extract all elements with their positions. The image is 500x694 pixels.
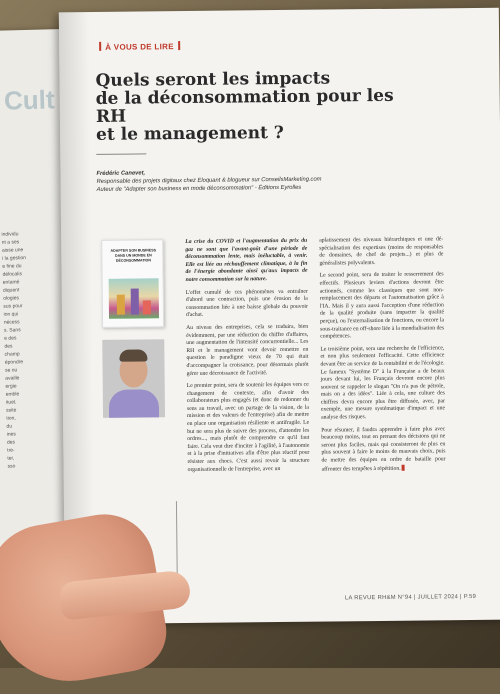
section-tag (95, 41, 184, 52)
book-cover-title: ADAPTER SON BUSINESS DANS UN MONDE EN DÉCONSOMMATION (110, 248, 157, 263)
previous-page-line: sso (7, 463, 16, 470)
previous-page-line: des (4, 343, 13, 350)
article-paragraph: Le premier point, sera de soutenir les équipes vers ce changement de contexte, afin d'avoir des collaborateurs plus engagés (et donc de redonner du sens au travail, avec un partage de la vision, de la mission et des valeurs de l'entreprise) afin de mettre en place une organisation résiliente et antifragile. Le but ne sera plus de suivre des process, d'attendre les ordres..., mais plutôt de comprendre ce qu'il faut faire. Cela veut dire d'inciter à l'agilité, à l'autonomie et à la prise d'initiatives afin d'être plus réactif pour résister aux chocs. C'est aussi revoir la structure organisationnelle de l'entreprise, avec un (186, 381, 310, 473)
previous-page-line: tion, (6, 415, 16, 422)
previous-page-line: ologies (3, 295, 20, 302)
previous-page-line: ssite (6, 407, 17, 414)
author-role: Responsable des projets digitaux chez Eloquant & blogueur sur ConseilsMarketing.com (96, 176, 322, 185)
previous-page-line: e des (4, 335, 17, 342)
previous-page-line: nt a ses (1, 239, 20, 246)
article-column-2 (319, 236, 446, 479)
previous-page-line: ion qui (3, 311, 19, 318)
previous-page-line: diquent (2, 287, 20, 294)
previous-page-line: ter, (7, 455, 15, 462)
title-line-3: et le management ? (95, 122, 284, 145)
previous-page-line: aisse une (1, 247, 24, 254)
previous-page-line: délocalis (2, 271, 23, 278)
previous-page-line: du (6, 423, 13, 430)
previous-page-line: s. Sans (3, 327, 21, 334)
article-title (95, 69, 396, 144)
article-paragraph: aplatissement des niveaux hiérarchiques et une dé-spécialisation des expertises (moins de responsables de domaines, de chef de projets...) et plus de généralistes polyvalents. (319, 236, 444, 267)
previous-page-line: ituel, (5, 399, 17, 406)
previous-page-line: availle (5, 375, 20, 382)
author-book: Auteur de "Adapter son business en mode déconsommation" - Éditions Eyrolles (96, 184, 302, 193)
author-block (96, 167, 396, 194)
previous-page-line: tre- (7, 447, 15, 454)
page-footer: LA REVUE RH&M N°94 | JUILLET 2024 | P.59 (344, 593, 477, 602)
previous-page-line: ergie (5, 383, 17, 390)
previous-page-heading-fragment: Cult (3, 84, 55, 116)
article-column-1 (185, 238, 310, 479)
previous-page-line: champ (4, 351, 20, 358)
section-bar-left (99, 42, 101, 51)
final-paragraph-text: Pour résumer, il faudra apprendre à faire plus avec beaucoup moins, tout en prenant des décisions qui ne seront plus faciles, mais qui consisteront de plus en plus souvent à faire le moins de mauvais choix, puis de mettre des équipes en ordre de bataille pour affronter des tempêtes à répétition. (321, 425, 446, 473)
article-paragraph: Au niveau des entreprises, cela se traduira, bien évidemment, par une réduction du chiffre d'affaires, une augmentation de l'intensité concurrentielle... Les RH et le management vont devoir remettre en question le paradigme vieux de 70 qui était d'accompagner la croissance, pour désormais plutôt gérer une décroissance de l'activité. (186, 323, 309, 377)
title-line-1: Quels seront les impacts (95, 68, 331, 91)
title-rule (96, 153, 146, 155)
previous-page-line: nécess (3, 319, 20, 326)
previous-page-line: entamé (2, 279, 20, 286)
previous-page-line: sus pour (3, 303, 23, 310)
previous-page-line: se ou (4, 367, 18, 374)
title-line-2: de la déconsommation pour les RH (95, 85, 394, 127)
previous-page-line: e fine du (2, 263, 22, 270)
previous-page-line: i la gestion (2, 255, 27, 262)
article-paragraph: L'effet cumulé de ces phénomènes va entraîner d'abord une contraction, puis une érosion de la consommation liée à une baisse globale du pouvoir d'achat. (185, 288, 308, 319)
previous-page-line: emble (5, 391, 20, 398)
section-bar-right (178, 41, 180, 50)
previous-page-line: épondre (4, 359, 24, 366)
author-name: Frédéric Canevet, (96, 170, 146, 177)
article-paragraph: Le second point, sera de traiter le resserrement des effectifs. Plusieurs leviers d'actions devront être actionnés, comme les classiques que sont non-remplacement des départs et l'automatisation grâce à l'IA. Mais il y aura aussi l'acception d'une réduction de la qualité produite (sans impacter la qualité perçue), ou l'externalisation de fonctions, ou encore la sous-traitance en off-shore liée à la mondialisation des compétences. (319, 271, 445, 340)
previous-page-line: individu (1, 231, 19, 238)
book-cover-illustration (109, 278, 159, 319)
author-photo (102, 339, 165, 418)
article-paragraph: Le troisième point, sera une recherche de l'efficience, et non plus seulement l'efficacité. Cette efficience devant être au service de la rentabilité et de l'écologie. Le fameux "Système D" à la Française a de beaux jours devant lui, les Français devront encore plus souvent se rappeler le slogan "On n'a pas de pétrole, mais on a des idées". Liée à cela, une culture des chiffres devra encore plus être diffusée, avec, par exemple, une mesure systématique d'impact et une analyse des risques. (320, 345, 446, 421)
section-label: À VOUS DE LIRE (105, 42, 174, 52)
previous-page-line: des (6, 439, 16, 446)
article-paragraph-final (321, 426, 445, 474)
previous-page-line: ines (6, 431, 16, 438)
book-cover-image (101, 239, 164, 328)
end-mark-icon (402, 464, 405, 470)
article-intro: La crise du COVID et l'augmentation du prix du gaz ne sont que l'avant-goût d'une période de déconsommation lente, mais inéluctable, à venir. Elle est liée au réchauffement climatique, à la fin de l'énergie abondante ainsi qu'aux impacts de notre consommation sur la nature. (185, 237, 308, 283)
